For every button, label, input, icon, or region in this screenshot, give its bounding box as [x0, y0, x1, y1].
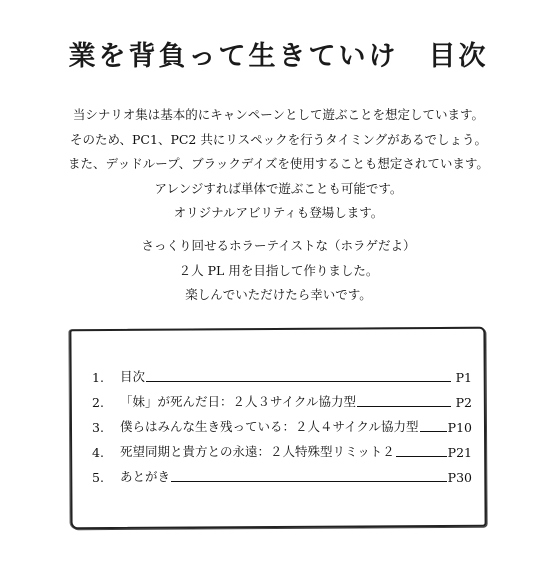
page-title: 業を背負って生きていけ 目次 — [68, 41, 489, 72]
intro-line: また、デッドループ、ブラックデイズを使用することも想定されています。 — [68, 156, 489, 171]
intro-line: 当シナリオ集は基本的にキャンペーンとして遊ぶことを想定しています。 — [72, 107, 485, 122]
toc-entry-title: 僕らはみんな生き残っている：２人４サイクル協力型 — [120, 419, 419, 434]
toc-entry-title: 死望同期と貴方との永遠：２人特殊型リミット２ — [120, 444, 395, 459]
toc-entry-number: 3. — [92, 420, 104, 435]
intro-line: そのため、PC1、PC2 共にリスペックを行うタイミングがあるでしょう。 — [70, 131, 487, 147]
toc-entry-number: 1. — [92, 370, 104, 385]
toc-leader-line — [146, 381, 451, 382]
toc-leader-line — [420, 431, 447, 432]
toc-entry[interactable] — [92, 385, 472, 410]
toc-entry-title: 目次 — [120, 369, 146, 384]
toc-entry[interactable] — [92, 435, 472, 460]
note-line: ２人 PL 用を目指して作りました。 — [178, 262, 379, 278]
intro-line: アレンジすれば単体で遊ぶことも可能です。 — [154, 180, 403, 196]
note-line: 楽しんでいただけたら幸いです。 — [185, 287, 372, 302]
toc-entry-page: P10 — [447, 420, 472, 435]
toc-entry-title: 「妹」が死んだ日：２人３サイクル協力型 — [120, 394, 357, 409]
toc-list — [92, 360, 472, 485]
intro-paragraph — [0, 103, 557, 226]
toc-entry-number: 5. — [92, 470, 104, 485]
note-paragraph — [0, 234, 557, 308]
toc-leader-line — [171, 481, 447, 482]
toc-entry[interactable] — [92, 410, 472, 435]
toc-entry[interactable] — [92, 360, 472, 385]
toc-entry[interactable] — [92, 460, 472, 485]
note-line: さっくり回せるホラーテイストな（ホラゲだよ） — [141, 238, 416, 253]
intro-line: オリジナルアビリティも登場します。 — [173, 205, 384, 220]
toc-entry-page: P30 — [447, 470, 472, 485]
toc-entry-number: 4. — [92, 445, 104, 460]
toc-entry-page: P1 — [455, 370, 472, 385]
toc-leader-line — [357, 406, 451, 407]
toc-leader-line — [396, 456, 447, 457]
toc-entry-page: P2 — [455, 395, 472, 410]
toc-entry-title: あとがき — [120, 469, 171, 484]
toc-entry-page: P21 — [447, 445, 472, 460]
toc-entry-number: 2. — [92, 395, 104, 410]
